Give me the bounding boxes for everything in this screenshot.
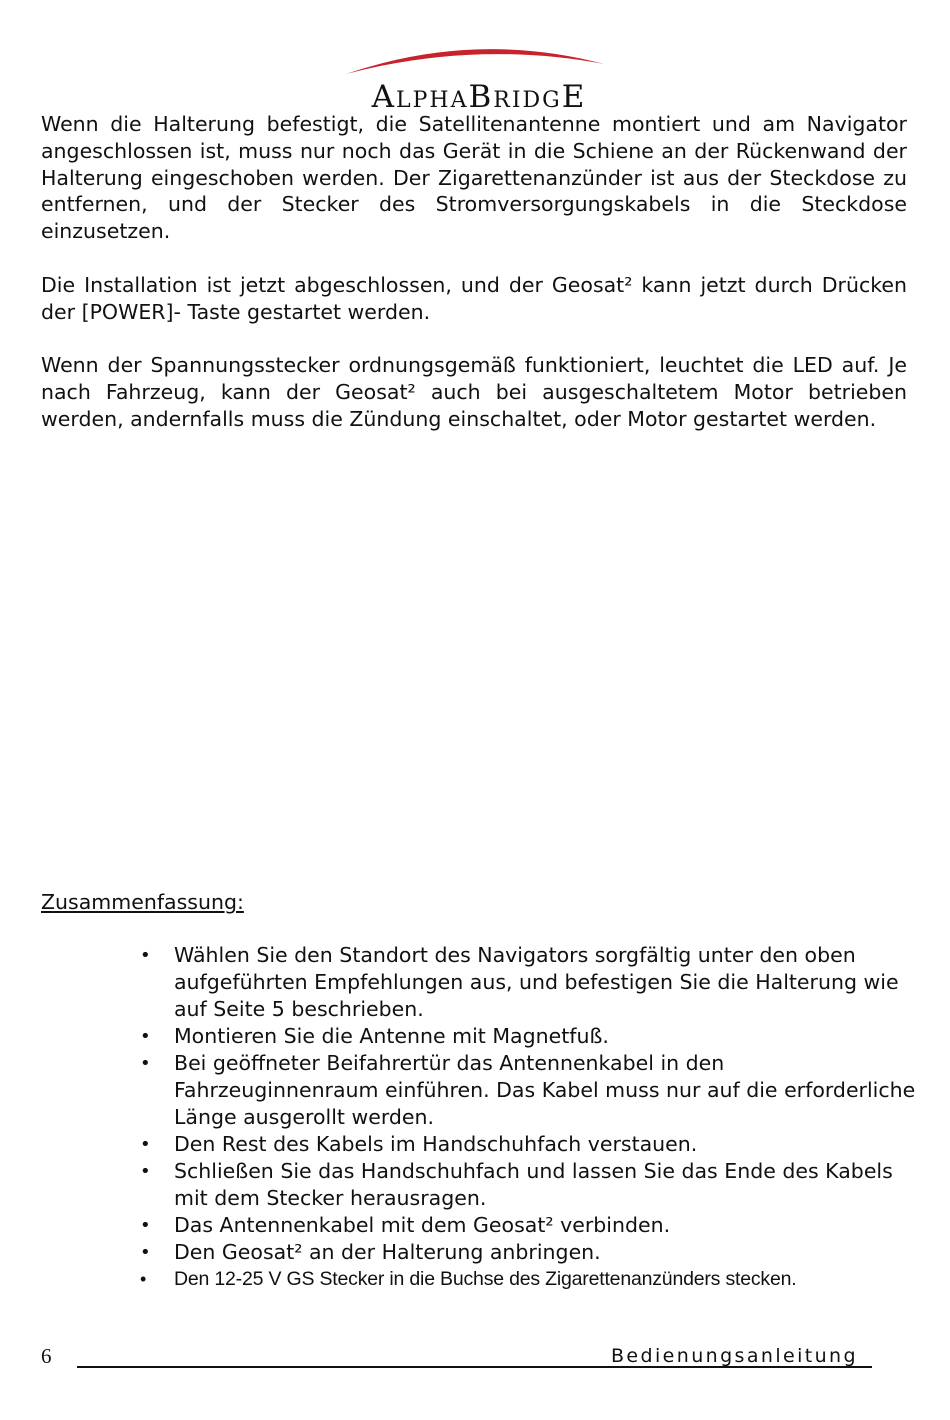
bullet-icon: •	[140, 945, 151, 966]
list-item: • Den Geosat² an der Halterung anbringen.	[140, 1240, 601, 1264]
summary-list	[140, 942, 920, 1293]
alphabridge-logo	[340, 38, 610, 114]
list-item: • Wählen Sie den Standort des Navigators sorgfältig unter den oben aufgeführten Empfehlungen aus, und befestigen Sie die Halterung wie auf Seite 5 beschrieben.	[140, 943, 899, 1021]
list-item: • Montieren Sie die Antenne mit Magnetfuß.	[140, 1024, 609, 1048]
footer-document-title: Bedienungsanleitung	[611, 1345, 858, 1367]
paragraph-installation: Wenn die Halterung befestigt, die Satellitenantenne montiert und am Navigator angeschlossen ist, muss nur noch das Gerät in die Schiene an der Rückenwand der Halterung eingeschoben werden. Der Zigarettenanzünder ist aus der Steckdose zu entfernen, und der Stecker des Stromversorgungskabels in die Steckdose einzusetzen.	[41, 112, 907, 244]
logo-arc	[340, 38, 610, 78]
logo-wordmark: AlphaBridgE	[371, 79, 587, 115]
list-item: • Den Rest des Kabels im Handschuhfach verstauen.	[140, 1132, 698, 1156]
bullet-icon: •	[140, 1269, 147, 1289]
bullet-icon: •	[140, 1215, 151, 1236]
page-number: 6	[41, 1344, 52, 1368]
paragraph-power-on: Die Installation ist jetzt abgeschlossen, und der Geosat² kann jetzt durch Drücken der [POWER]- Taste gestartet werden.	[41, 273, 907, 324]
list-item: • Bei geöffneter Beifahrertür das Antennenkabel in den Fahrzeuginnenraum einführen. Das Kabel muss nur auf die erforderliche Länge ausgerollt werden.	[140, 1051, 916, 1129]
bullet-icon: •	[140, 1053, 151, 1074]
summary-heading: Zusammenfassung:	[41, 890, 244, 914]
list-item: • Das Antennenkabel mit dem Geosat² verbinden.	[140, 1213, 671, 1237]
paragraph-led: Wenn der Spannungsstecker ordnungsgemäß funktioniert, leuchtet die LED auf. Je nach Fahrzeug, kann der Geosat² auch bei ausgeschaltetem Motor betrieben werden, andernfalls muss die Zündung einschaltet, oder Motor gestartet werden.	[41, 353, 907, 431]
list-item: • Den 12-25 V GS Stecker in die Buchse des Zigarettenanzünders stecken.	[140, 1266, 920, 1293]
bullet-icon: •	[140, 1161, 151, 1182]
bullet-icon: •	[140, 1134, 151, 1155]
bullet-icon: •	[140, 1026, 151, 1047]
bullet-icon: •	[140, 1242, 151, 1263]
list-item: • Schließen Sie das Handschuhfach und lassen Sie das Ende des Kabels mit dem Stecker herausragen.	[140, 1159, 893, 1210]
